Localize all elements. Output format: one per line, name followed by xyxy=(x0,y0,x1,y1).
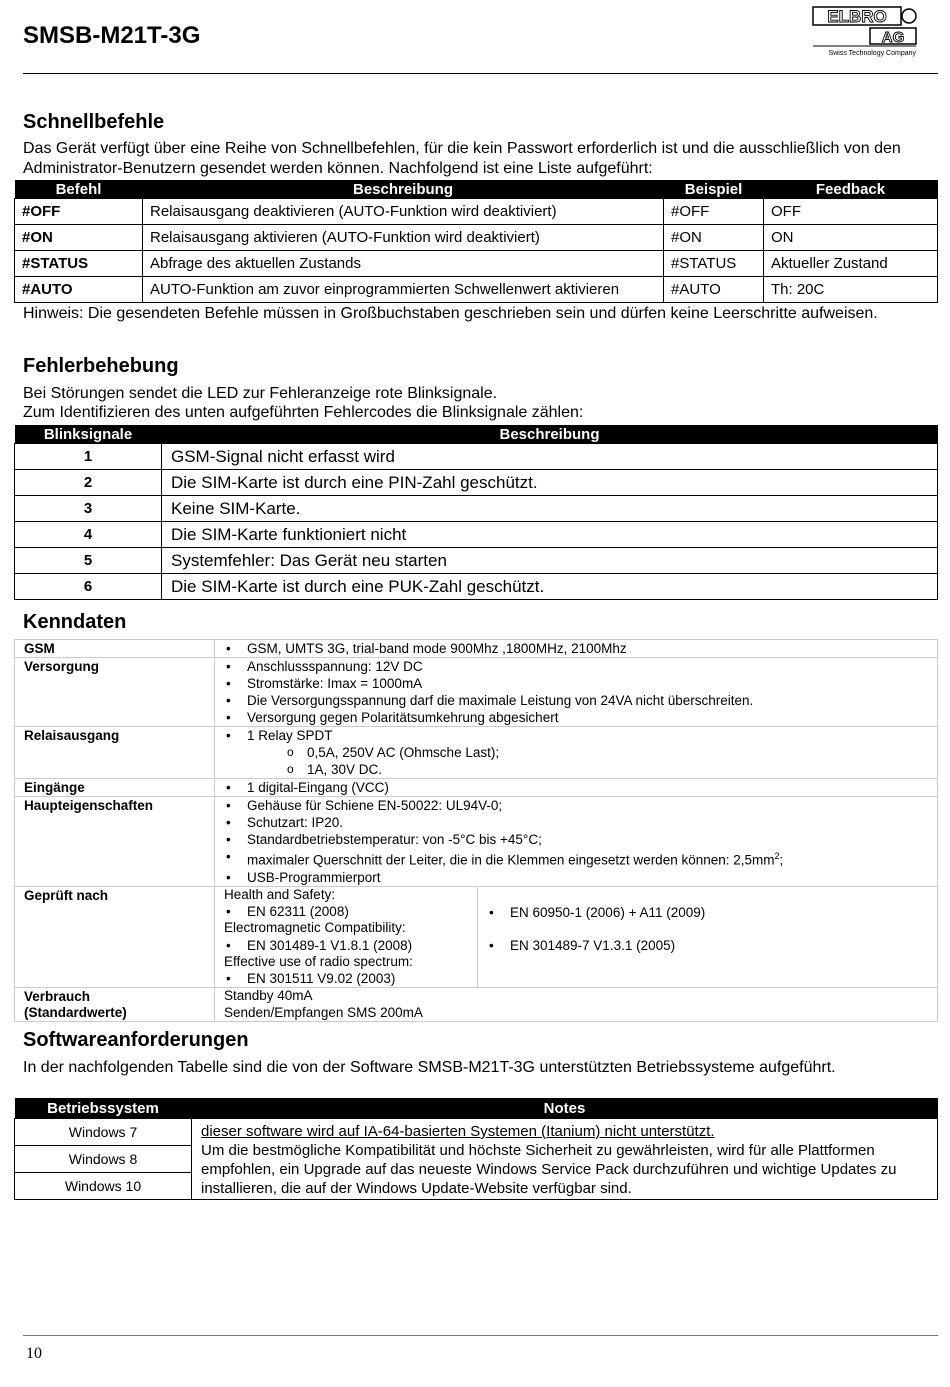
table-row xyxy=(15,522,938,548)
spec-row-eingaenge xyxy=(15,779,938,797)
column-header: Beschreibung xyxy=(143,180,664,199)
spec-item-suffix: ; xyxy=(779,852,784,868)
superscript: 2 xyxy=(774,851,780,861)
spec-value-left xyxy=(215,886,478,988)
column-header: Betriebssystem xyxy=(15,1098,192,1119)
notes-line-1: dieser software wird auf IA-64-basierten Systemen (Itanium) nicht unterstützt. xyxy=(201,1123,715,1140)
spec-value xyxy=(215,797,938,887)
example-cell: #OFF xyxy=(664,199,764,225)
description-cell: Abfrage des aktuellen Zustands xyxy=(143,251,664,277)
column-header: Notes xyxy=(192,1098,938,1119)
spec-item: • Schutzart: IP20. xyxy=(215,814,937,831)
software-intro: In der nachfolgenden Tabelle sind die von der Software SMSB-M21T-3G unterstützten Betriebssysteme aufgeführt. xyxy=(23,1059,836,1076)
notes-line-2: Um die bestmögliche Kompatibilität und höchste Sicherheit zu gewährleisten, wird für alle Plattformen empfohlen, ein Upgrade auf das neueste Windows Service Pack durchzuführen und wichtige Updates zu installieren, die auf der Windows Update-Website verfügbar sind. xyxy=(201,1142,897,1197)
description-cell: Relaisausgang deaktivieren (AUTO-Funktion wird deaktiviert) xyxy=(143,199,664,225)
spec-item: • Anschlussspannung: 12V DC xyxy=(215,658,937,675)
schnellbefehle-note: Hinweis: Die gesendeten Befehle müssen in Großbuchstaben geschrieben sein und dürfen keine Leerschritte aufweisen. xyxy=(23,305,878,322)
section-heading-schnellbefehle: Schnellbefehle xyxy=(23,111,165,133)
table-row xyxy=(15,277,938,303)
table-row xyxy=(15,225,938,251)
example-cell: #STATUS xyxy=(664,251,764,277)
blink-description: Die SIM-Karte funktioniert nicht xyxy=(162,522,938,548)
spec-value xyxy=(215,658,938,727)
spec-label: Versorgung xyxy=(15,658,215,727)
blink-description: Die SIM-Karte ist durch eine PUK-Zahl geschützt. xyxy=(162,574,938,600)
logo-bottom-text: AG xyxy=(881,29,905,46)
fehlerbehebung-line-2: Zum Identifizieren des unten aufgeführten Fehlercodes die Blinksignale zählen: xyxy=(23,404,584,421)
spec-subitem: o 0,5A, 250V AC (Ohmsche Last); xyxy=(215,744,937,761)
example-cell: #AUTO xyxy=(664,277,764,303)
spec-row-geprueft xyxy=(15,886,938,988)
blink-count: 6 xyxy=(15,574,162,600)
spec-value xyxy=(215,988,938,1022)
spec-item: • Standardbetriebstemperatur: von -5°C bis +45°C; xyxy=(215,831,937,848)
blink-codes-table xyxy=(14,425,938,600)
spec-row-gsm xyxy=(15,640,938,658)
os-name: Windows 10 xyxy=(15,1173,192,1200)
spec-label: Eingänge xyxy=(15,779,215,797)
column-header: Beispiel xyxy=(664,180,764,199)
elbro-logo xyxy=(812,6,918,58)
command-cell: #STATUS xyxy=(15,251,143,277)
spec-row-haupteigenschaften xyxy=(15,797,938,887)
logo-tagline: Swiss Technology Company xyxy=(828,50,916,57)
blink-description: Systemfehler: Das Gerät neu starten xyxy=(162,548,938,574)
spec-item: • GSM, UMTS 3G, trial-band mode 900Mhz ,1800MHz, 2100Mhz xyxy=(215,640,937,657)
example-cell: #ON xyxy=(664,225,764,251)
spec-value-right xyxy=(478,886,938,988)
spec-subitem: o 1A, 30V DC. xyxy=(215,761,937,778)
os-notes xyxy=(192,1119,938,1200)
standard-heading: Health and Safety: xyxy=(224,886,336,902)
table-row xyxy=(15,1119,938,1146)
spec-item xyxy=(215,848,937,869)
schnellbefehle-intro: Das Gerät verfügt über eine Reihe von Schnellbefehlen, für die kein Passwort erforderlich ist und die ausschließlich von den Administrator-Benutzern gesendet werden können. Nachfolgend ist eine Liste aufgeführt: xyxy=(23,140,901,177)
section-heading-software: Softwareanforderungen xyxy=(23,1029,249,1051)
command-cell: #AUTO xyxy=(15,277,143,303)
spec-item: • Versorgung gegen Polaritätsumkehrung abgesichert xyxy=(215,709,937,726)
blink-count: 1 xyxy=(15,444,162,470)
spec-label-line: Verbrauch xyxy=(24,989,91,1004)
feedback-cell: Aktueller Zustand xyxy=(764,251,938,277)
command-cell: #OFF xyxy=(15,199,143,225)
spec-label: Geprüft nach xyxy=(15,886,215,988)
os-name: Windows 8 xyxy=(15,1146,192,1173)
column-header: Befehl xyxy=(15,180,143,199)
spec-value xyxy=(215,640,938,658)
feedback-cell: ON xyxy=(764,225,938,251)
column-header: Blinksignale xyxy=(15,425,162,444)
os-name: Windows 7 xyxy=(15,1119,192,1146)
spec-value xyxy=(215,779,938,797)
spec-label xyxy=(15,988,215,1022)
os-table xyxy=(14,1098,938,1200)
logo-top-text: ELBRO xyxy=(827,7,887,26)
spec-value xyxy=(215,727,938,779)
spec-item: • EN 62311 (2008) xyxy=(215,903,477,920)
spec-item: • 1 Relay SPDT xyxy=(215,727,937,744)
spec-row-relais xyxy=(15,727,938,779)
blink-count: 2 xyxy=(15,470,162,496)
spec-label: Haupteigenschaften xyxy=(15,797,215,887)
consumption-line: Standby 40mA xyxy=(224,988,313,1003)
spec-item: • Gehäuse für Schiene EN-50022: UL94V-0; xyxy=(215,797,937,814)
standard-heading: Effective use of radio spectrum: xyxy=(224,953,413,969)
table-row xyxy=(15,199,938,225)
section-heading-fehlerbehebung: Fehlerbehebung xyxy=(23,355,179,377)
spec-row-versorgung xyxy=(15,658,938,727)
spec-item: • Stromstärke: Imax = 1000mA xyxy=(215,675,937,692)
command-cell: #ON xyxy=(15,225,143,251)
spec-label-line: (Standardwerte) xyxy=(24,1005,127,1020)
fehlerbehebung-line-1: Bei Störungen sendet die LED zur Fehleranzeige rote Blinksignale. xyxy=(23,385,498,402)
table-row xyxy=(15,251,938,277)
description-cell: Relaisausgang aktivieren (AUTO-Funktion wird deaktiviert) xyxy=(143,225,664,251)
feedback-cell: Th: 20C xyxy=(764,277,938,303)
column-header: Feedback xyxy=(764,180,938,199)
table-row xyxy=(15,444,938,470)
commands-table xyxy=(14,180,938,303)
spec-label: GSM xyxy=(15,640,215,658)
blink-description: Keine SIM-Karte. xyxy=(162,496,938,522)
table-row xyxy=(15,470,938,496)
table-header-row xyxy=(15,180,938,199)
spec-item: • USB-Programmierport xyxy=(215,869,937,886)
table-header-row xyxy=(15,425,938,444)
blink-count: 4 xyxy=(15,522,162,548)
table-row xyxy=(15,548,938,574)
spec-item: • 1 digital-Eingang (VCC) xyxy=(215,779,937,796)
blink-description: GSM-Signal nicht erfasst wird xyxy=(162,444,938,470)
description-cell: AUTO-Funktion am zuvor einprogrammierten Schwellenwert aktivieren xyxy=(143,277,664,303)
blink-description: Die SIM-Karte ist durch eine PIN-Zahl geschützt. xyxy=(162,470,938,496)
spec-item-text: maximaler Querschnitt der Leiter, die in die Klemmen eingesetzt werden können: 2,5mm xyxy=(247,852,775,868)
spec-item: • EN 301489-1 V1.8.1 (2008) xyxy=(215,937,477,954)
table-row xyxy=(15,574,938,600)
spec-item: • EN 60950-1 (2006) + A11 (2009) xyxy=(478,904,937,921)
spec-item: • Die Versorgungsspannung darf die maximale Leistung von 24VA nicht überschreiten. xyxy=(215,692,937,709)
feedback-cell: OFF xyxy=(764,199,938,225)
page-number: 10 xyxy=(26,1345,42,1362)
document-title: SMSB-M21T-3G xyxy=(23,22,201,49)
blink-count: 3 xyxy=(15,496,162,522)
spec-row-verbrauch xyxy=(15,988,938,1022)
spec-item: • EN 301489-7 V1.3.1 (2005) xyxy=(478,937,937,954)
spec-item: • EN 301511 V9.02 (2003) xyxy=(215,970,477,987)
footer-rule xyxy=(23,1335,938,1336)
standard-heading: Electromagnetic Compatibility: xyxy=(224,920,406,935)
column-header: Beschreibung xyxy=(162,425,938,444)
blink-count: 5 xyxy=(15,548,162,574)
header-rule xyxy=(23,73,938,74)
table-header-row xyxy=(15,1098,938,1119)
section-heading-kenndaten: Kenndaten xyxy=(23,611,127,633)
spec-label: Relaisausgang xyxy=(15,727,215,779)
table-row xyxy=(15,496,938,522)
consumption-line: Senden/Empfangen SMS 200mA xyxy=(224,1004,423,1020)
specifications-table xyxy=(14,639,938,1022)
